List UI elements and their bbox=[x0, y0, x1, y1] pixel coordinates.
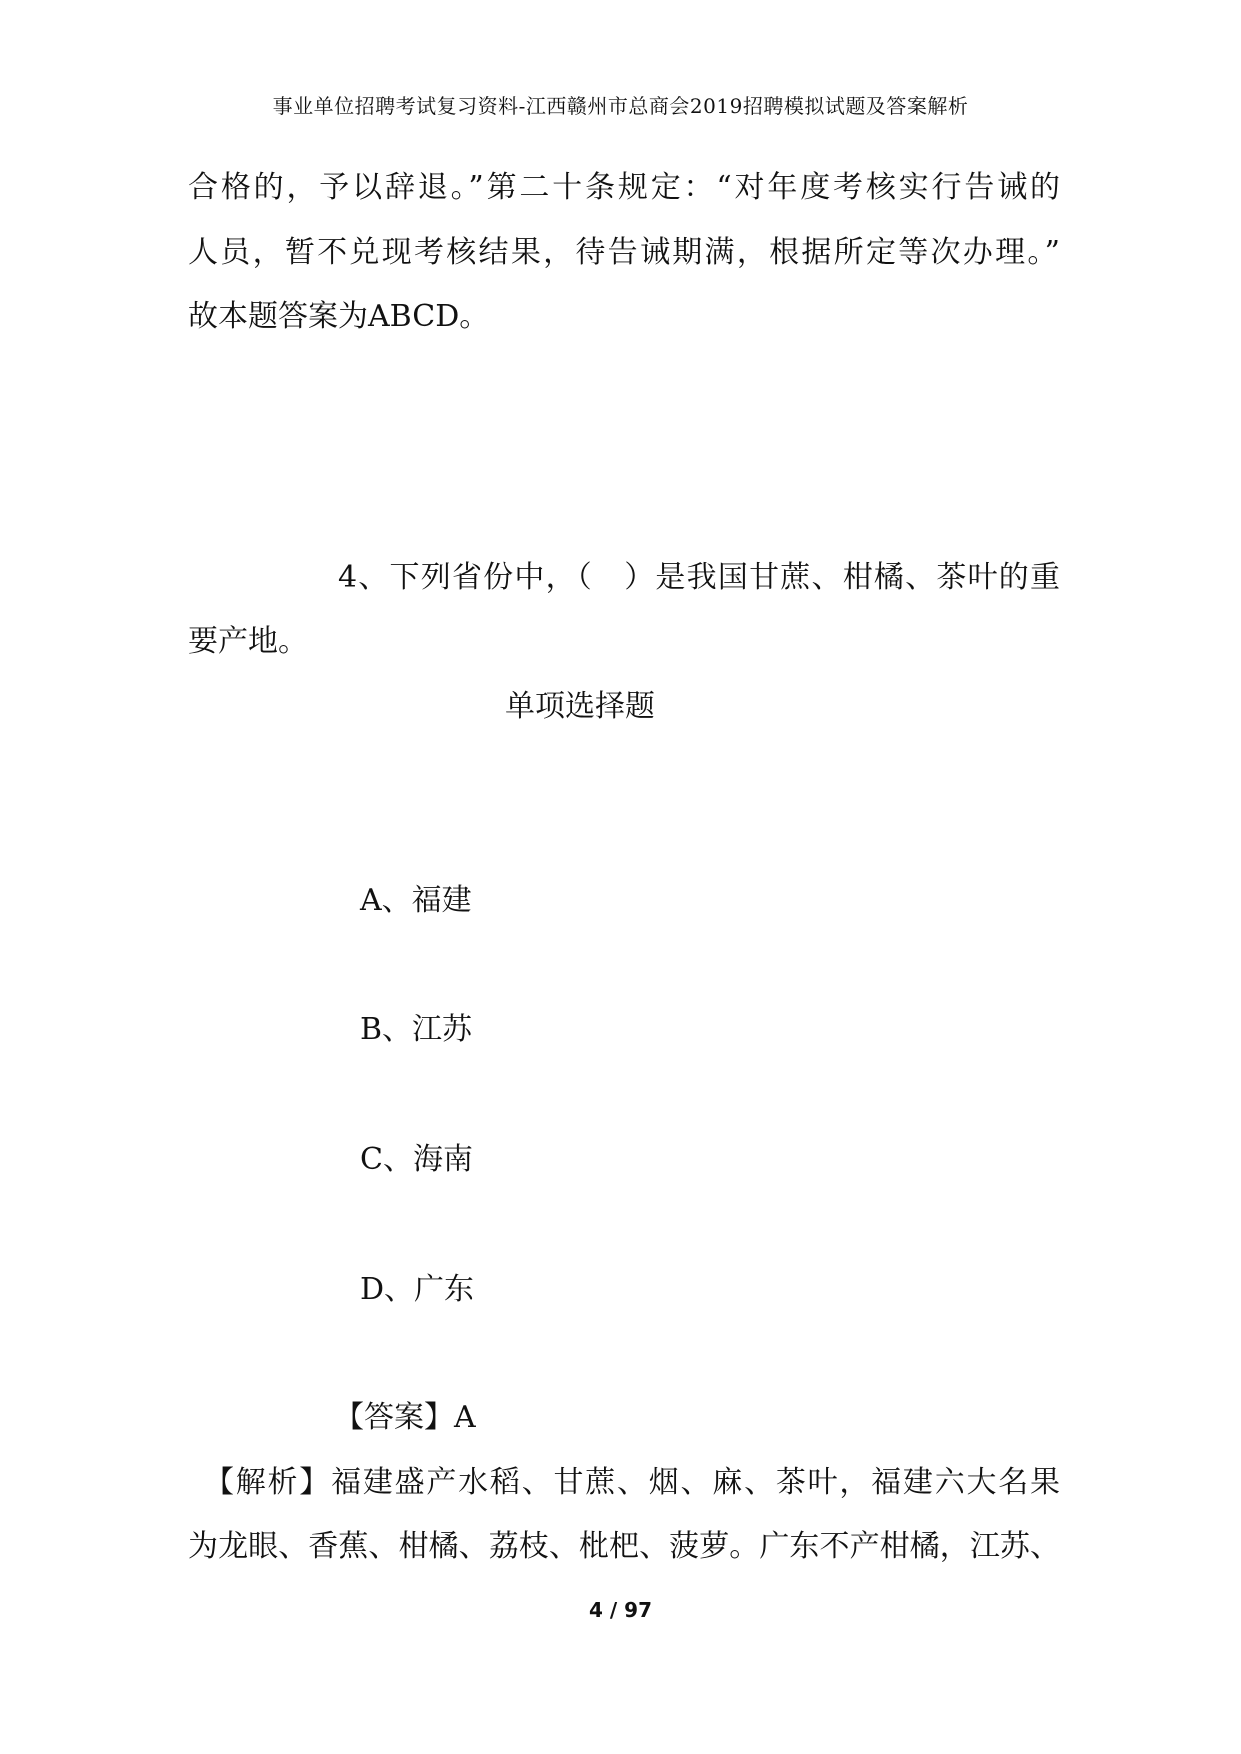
option-c: C、海南 bbox=[360, 1142, 473, 1177]
option-d: D、广东 bbox=[360, 1272, 475, 1307]
page-number: 4 / 97 bbox=[589, 1598, 652, 1622]
page-header: 事业单位招聘考试复习资料-江西赣州市总商会2019招聘模拟试题及答案解析 bbox=[272, 94, 969, 118]
option-b: B、江苏 bbox=[360, 1012, 473, 1047]
question-type: 单项选择题 bbox=[505, 689, 655, 724]
explanation-line-3: 故本题答案为ABCD。 bbox=[188, 299, 490, 334]
explanation-line-1: 合格的，予以辞退。”第二十条规定：“对年度考核实行告诫的 bbox=[188, 170, 1060, 205]
analysis-line-2: 为龙眼、香蕉、柑橘、荔枝、枇杷、菠萝。广东不产柑橘，江苏、 bbox=[188, 1529, 1060, 1564]
analysis-line-1: 【解析】福建盛产水稻、甘蔗、烟、麻、茶叶，福建六大名果 bbox=[204, 1465, 1060, 1500]
question-stem-line-1: 4、下列省份中，（ ）是我国甘蔗、柑橘、茶叶的重 bbox=[338, 560, 1060, 595]
explanation-line-2: 人员，暂不兑现考核结果，待告诫期满，根据所定等次办理。” bbox=[188, 235, 1060, 270]
option-a: A、福建 bbox=[360, 883, 472, 918]
answer: 【答案】A bbox=[334, 1400, 476, 1435]
question-stem-line-2: 要产地。 bbox=[188, 624, 308, 659]
